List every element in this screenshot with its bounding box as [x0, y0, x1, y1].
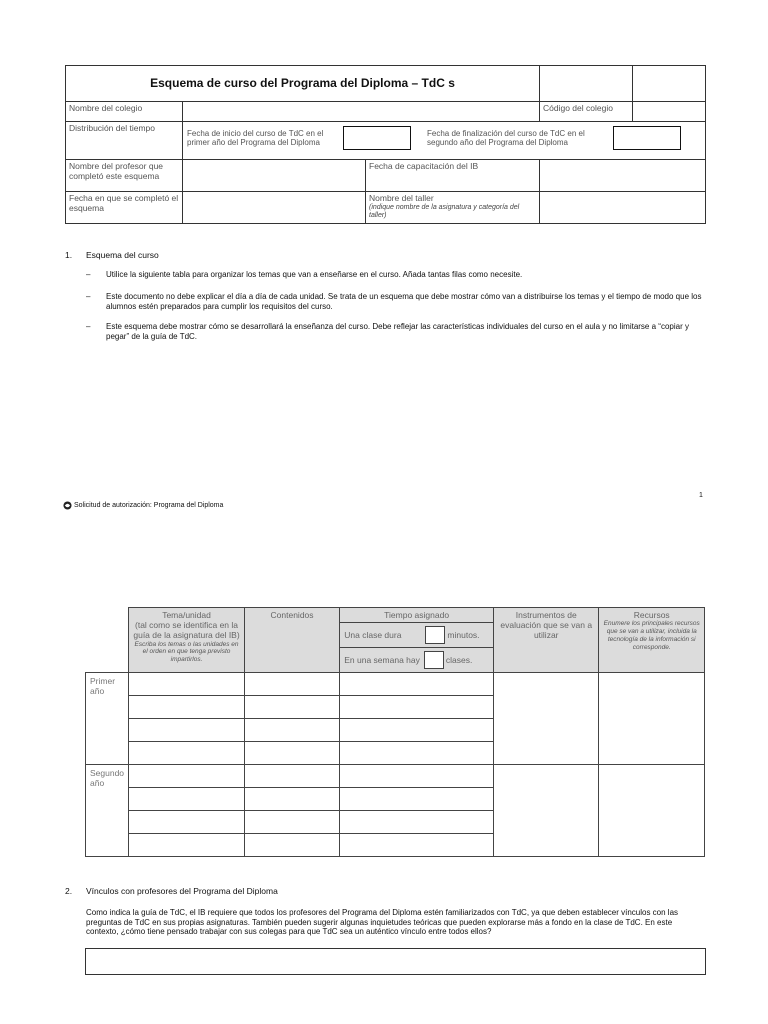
y2-tiempo-2[interactable] — [340, 788, 494, 811]
y2-tiempo-1[interactable] — [340, 765, 494, 788]
workshop-note: (indique nombre de la asignatura y categoría del taller) — [369, 203, 520, 219]
time-distribution-label: Distribución del tiempo — [66, 122, 183, 160]
time-distribution-cell — [183, 122, 706, 160]
y1-recursos[interactable] — [599, 673, 705, 765]
col-recursos-note: Enumere los principales recursos que se van a utilizar, incluida la tecnología de la información si corresponde. — [603, 620, 700, 651]
course-header-table — [65, 65, 706, 224]
col-recursos-title: Recursos — [633, 610, 670, 620]
weekly-classes-field[interactable] — [424, 651, 444, 669]
col-instrumentos-header: Instrumentos de evaluación que se van a utilizar — [493, 608, 599, 673]
section1-number: 1. — [65, 250, 73, 260]
school-name-label: Nombre del colegio — [66, 102, 183, 122]
y2-instrumentos[interactable] — [493, 765, 599, 857]
y1-tema-2[interactable] — [129, 696, 245, 719]
class-minutes-field[interactable] — [425, 626, 445, 644]
col-recursos-header — [599, 608, 705, 673]
y2-recursos[interactable] — [599, 765, 705, 857]
y2-tema-2[interactable] — [129, 788, 245, 811]
bullet-1: Utilice la siguiente tabla para organizar los temas que van a enseñarse en el curso. Añada tantas filas como necesite. — [106, 270, 523, 279]
y1-tiempo-3[interactable] — [340, 719, 494, 742]
section2-title: Vínculos con profesores del Programa del Diploma — [86, 886, 278, 896]
row-label-year2: Segundo año — [86, 765, 129, 857]
col-tema-sub: (tal como se identifica en la guía de la asignatura del IB) — [133, 620, 240, 641]
col-tema-title: Tema/unidad — [162, 610, 211, 620]
school-code-label: Código del colegio — [540, 102, 633, 122]
y1-contenidos-4[interactable] — [244, 742, 339, 765]
row-label-year1: Primer año — [86, 673, 129, 765]
y2-tema-3[interactable] — [129, 811, 245, 834]
footer — [63, 501, 223, 510]
y2-tiempo-4[interactable] — [340, 834, 494, 857]
y1-tema-3[interactable] — [129, 719, 245, 742]
training-date-field[interactable] — [540, 160, 706, 192]
y1-tema-1[interactable] — [129, 673, 245, 696]
y1-tiempo-1[interactable] — [340, 673, 494, 696]
start-date-label: Fecha de inicio del curso de TdC en el primer año del Programa del Diploma — [187, 128, 324, 147]
course-outline-table — [85, 607, 705, 857]
y1-tiempo-2[interactable] — [340, 696, 494, 719]
bullet-3: Este esquema debe mostrar cómo se desarrollará la enseñanza del curso. Debe reflejar las características individuales del curso en el aula y no limitarse a “copiar y pegar” de la guía de TdC. — [106, 322, 689, 341]
col-tiempo-header: Tiempo asignado — [340, 608, 494, 623]
y2-contenidos-3[interactable] — [244, 811, 339, 834]
y2-contenidos-4[interactable] — [244, 834, 339, 857]
start-date-field[interactable] — [343, 126, 411, 150]
y1-contenidos-1[interactable] — [244, 673, 339, 696]
y1-tiempo-4[interactable] — [340, 742, 494, 765]
completed-date-label: Fecha en que se completó el esquema — [66, 192, 183, 224]
y1-instrumentos[interactable] — [493, 673, 599, 765]
col-tema-note: Escriba los temas o las unidades en el orden en que tenga previsto impartirlos. — [134, 640, 239, 664]
footer-label: Solicitud de autorización: Programa del Diploma — [74, 502, 224, 509]
end-date-label: Fecha de finalización del curso de TdC en el segundo año del Programa del Diploma — [427, 128, 585, 147]
header-box-1[interactable] — [540, 66, 633, 102]
page-number: 1 — [699, 492, 703, 499]
workshop-label: Nombre del taller — [369, 193, 434, 203]
y1-tema-4[interactable] — [129, 742, 245, 765]
section2-number: 2. — [65, 886, 73, 896]
corner-blank — [86, 608, 129, 673]
classes-label: clases. — [445, 655, 473, 666]
workshop-label-cell — [366, 192, 540, 224]
header-box-2[interactable] — [633, 66, 706, 102]
document-title: Esquema de curso del Programa del Diploma – TdC s — [66, 66, 540, 102]
end-date-field[interactable] — [613, 126, 681, 150]
tiempo-inputs — [340, 623, 494, 673]
section2-body: Como indica la guía de TdC, el IB requiere que todos los profesores del Programa del Diploma estén familiarizados con TdC, ya que deben establecer vínculos con las preguntas de TdC en sus propias asignaturas. También pueden sugerir algunas inquietudes teóricas que pueden explorarse más a fondo en la clase de TdC. En este contexto, ¿cómo tiene pensado trabajar con sus colegas para que TdC sea un auténtico vínculo entre todos ellos? — [86, 908, 679, 937]
col-contenidos-header: Contenidos — [244, 608, 339, 673]
bullet-2: Este documento no debe explicar el día a día de cada unidad. Se trata de un esquema que debe mostrar cómo van a distribuirse los temas y el tiempo de modo que los alumnos estén preparados para cumplir los requisitos del curso. — [106, 292, 702, 311]
school-code-field[interactable] — [633, 102, 706, 122]
bullet-dash-1: – — [86, 270, 91, 279]
y2-tema-1[interactable] — [129, 765, 245, 788]
section1-title: Esquema del curso — [86, 250, 159, 260]
section2-answer-field[interactable] — [85, 948, 706, 975]
week-has-label: En una semana hay — [344, 655, 420, 666]
minutes-label: minutos. — [447, 630, 480, 641]
y2-contenidos-1[interactable] — [244, 765, 339, 788]
y2-tema-4[interactable] — [129, 834, 245, 857]
y2-contenidos-2[interactable] — [244, 788, 339, 811]
completed-date-field[interactable] — [183, 192, 366, 224]
class-lasts-label: Una clase dura — [344, 630, 402, 641]
y1-contenidos-3[interactable] — [244, 719, 339, 742]
y1-contenidos-2[interactable] — [244, 696, 339, 719]
bullet-dash-3: – — [86, 322, 91, 331]
ib-logo-icon — [63, 501, 72, 510]
col-tema-header — [129, 608, 245, 673]
bullet-dash-2: – — [86, 292, 91, 301]
school-name-field[interactable] — [183, 102, 540, 122]
workshop-field[interactable] — [540, 192, 706, 224]
teacher-name-label: Nombre del profesor que completó este esquema — [66, 160, 183, 192]
teacher-name-field[interactable] — [183, 160, 366, 192]
training-date-label: Fecha de capacitación del IB — [366, 160, 540, 192]
y2-tiempo-3[interactable] — [340, 811, 494, 834]
